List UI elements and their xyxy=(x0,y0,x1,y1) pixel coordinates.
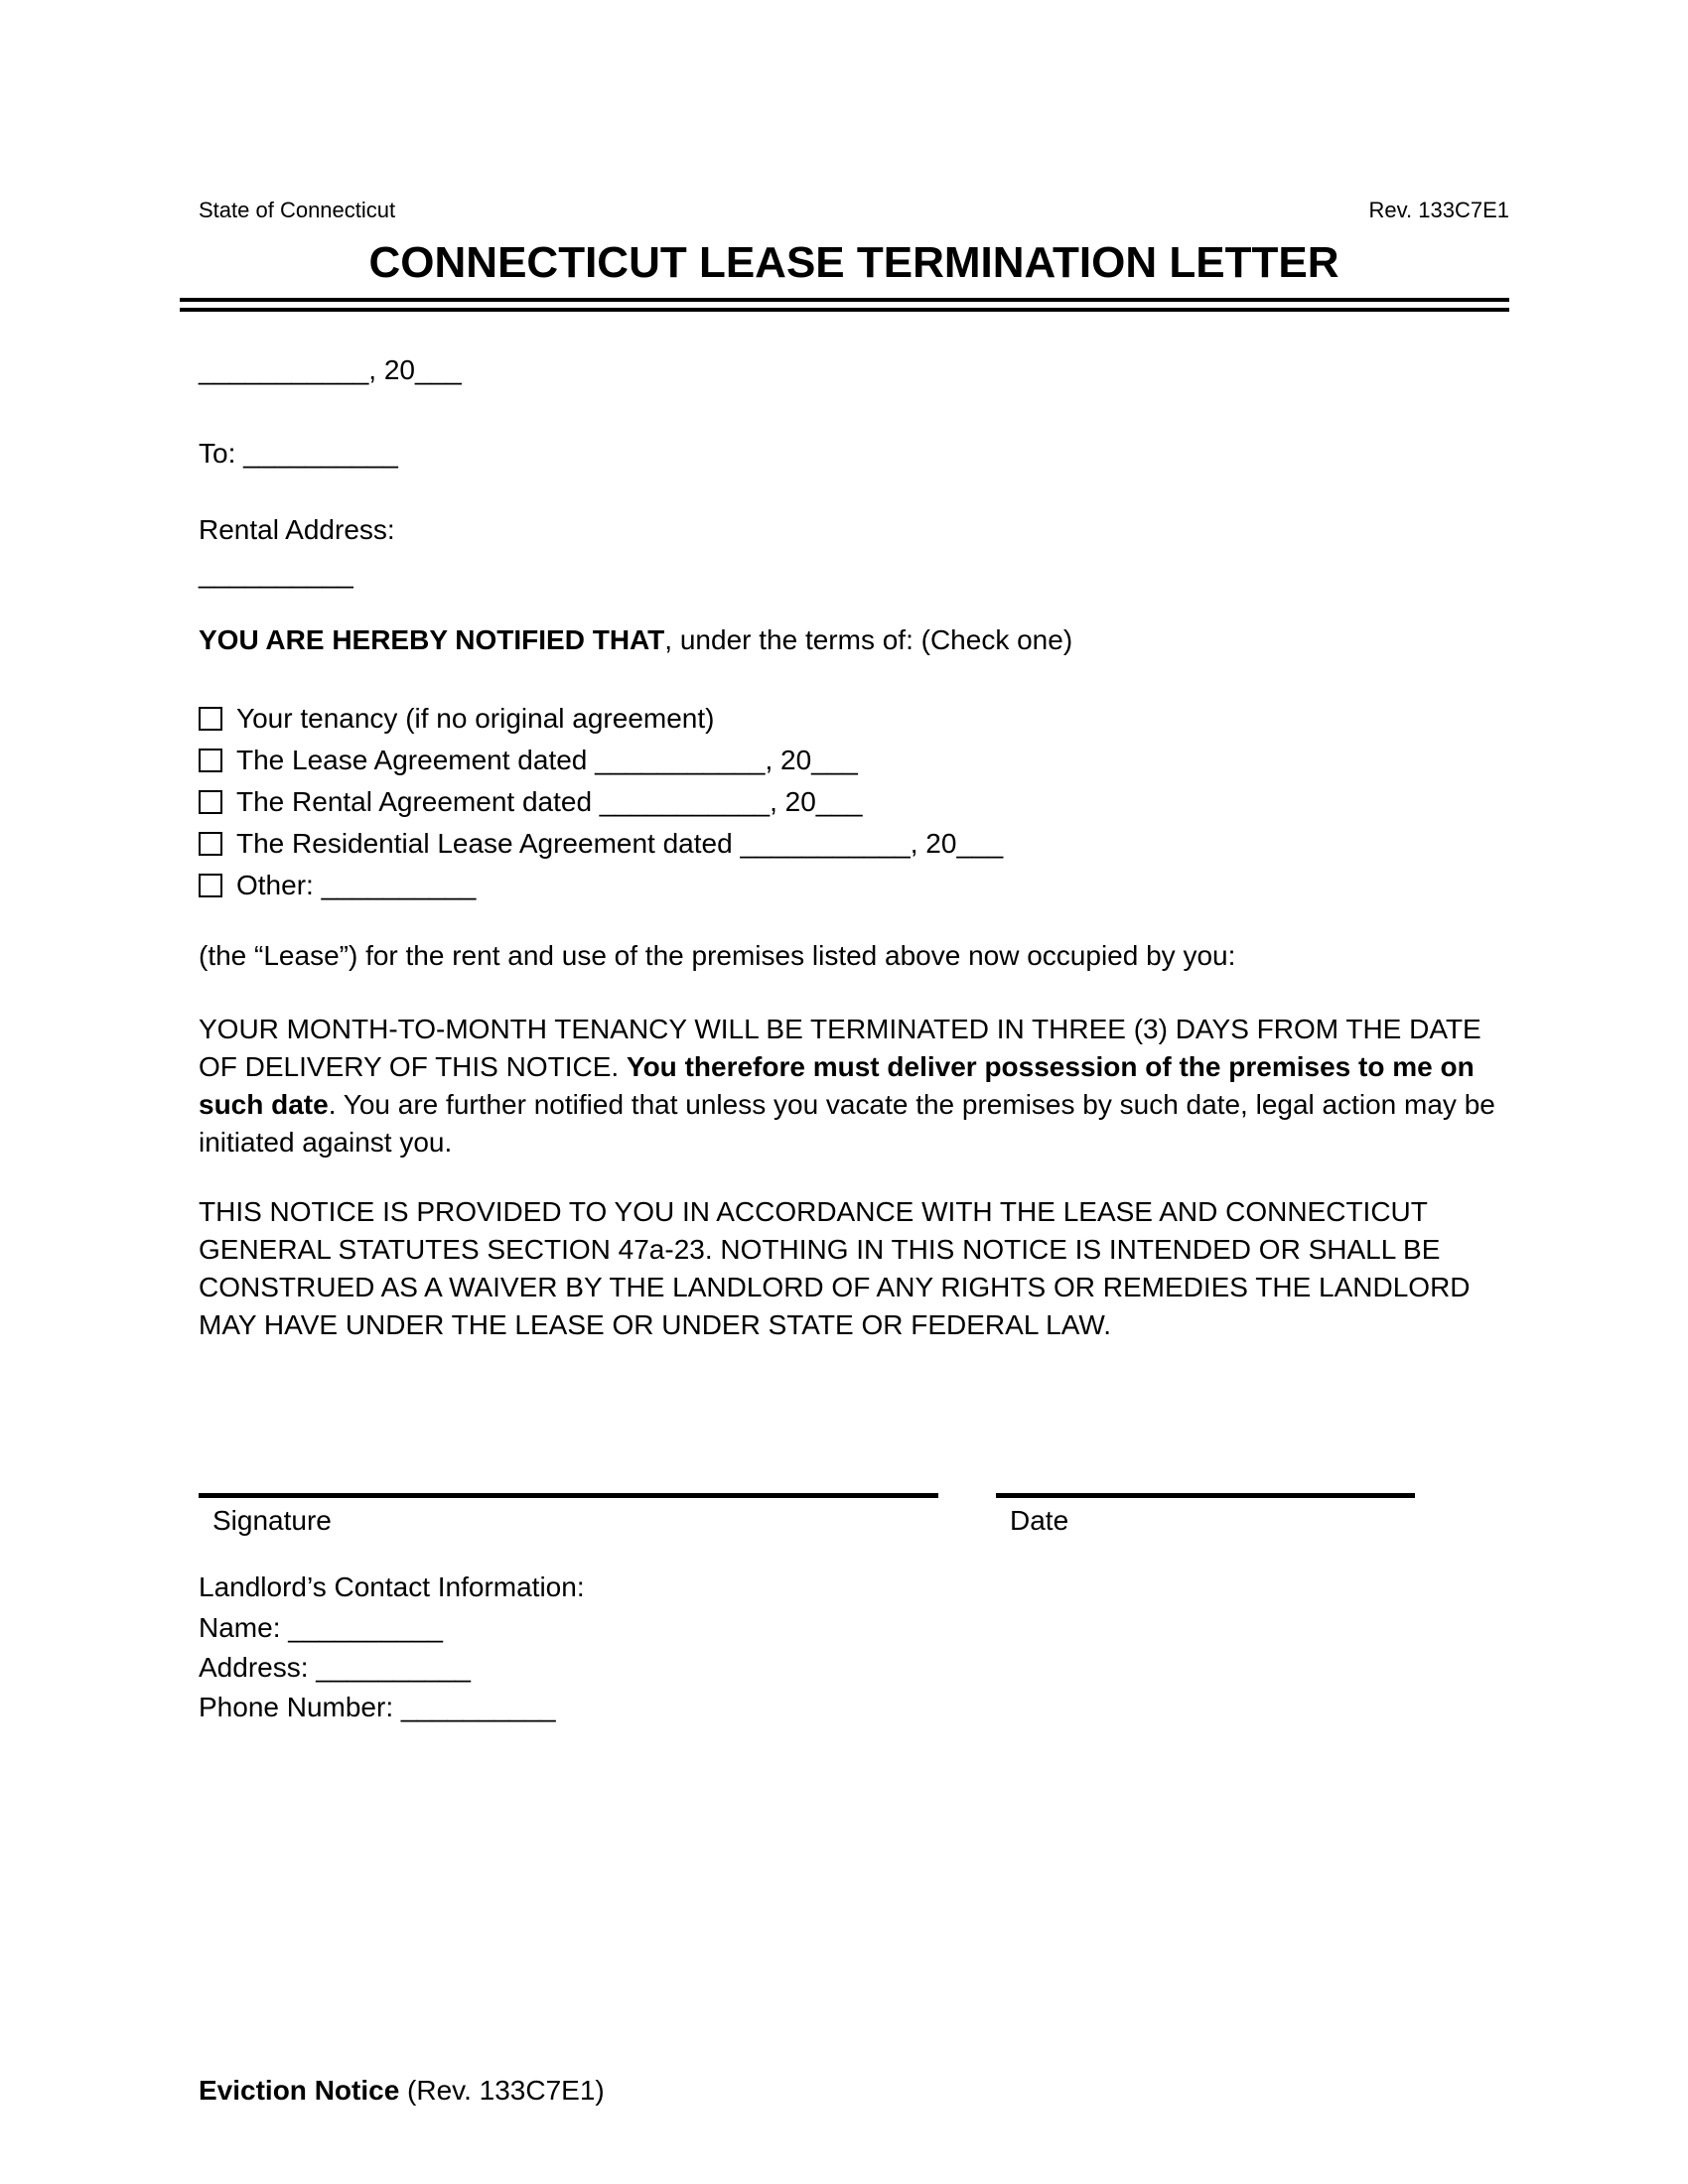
letter-date-field[interactable] xyxy=(199,351,1509,389)
phone-label: Phone Number: xyxy=(199,1692,401,1722)
rental-address-label: Rental Address: xyxy=(199,514,395,545)
landlord-name-field xyxy=(199,1608,1509,1648)
name-label: Name: xyxy=(199,1612,289,1643)
name-blank[interactable]: __________ xyxy=(288,1612,443,1643)
check-item-residential-lease xyxy=(199,823,1509,865)
date-label: Date xyxy=(1010,1505,1069,1536)
checkbox-icon[interactable] xyxy=(199,707,222,731)
termination-bold: You therefore must deliver possession of the premises to me on such date xyxy=(199,1051,1475,1120)
termination-paragraph xyxy=(199,1011,1504,1161)
checkbox-icon[interactable] xyxy=(199,790,222,814)
document-header xyxy=(199,197,1509,224)
check-item-other xyxy=(199,865,1509,906)
state-label: State of Connecticut xyxy=(199,198,396,222)
to-label: To: xyxy=(199,438,244,469)
signature-line[interactable] xyxy=(199,1493,938,1498)
signature-section xyxy=(199,1493,1509,1540)
notified-statement xyxy=(199,621,1509,659)
rental-address-blank[interactable]: __________ xyxy=(199,558,353,589)
checkbox-icon[interactable] xyxy=(199,749,222,772)
title-divider xyxy=(180,298,1509,312)
signature-column xyxy=(199,1493,938,1540)
statute-paragraph: THIS NOTICE IS PROVIDED TO YOU IN ACCORDANCE WITH THE LEASE AND CONNECTICUT GENERAL STATUTES SECTION 47a-23. NOTHING IN THIS NOTICE IS INTENDED OR SHALL BE CONSTRUED AS A WAIVER BY THE LANDLORD OF ANY RIGHTS OR REMEDIES THE LANDLORD MAY HAVE UNDER THE LEASE OR UNDER STATE OR FEDERAL LAW. xyxy=(199,1196,1471,1340)
phone-blank[interactable]: __________ xyxy=(400,1692,556,1722)
termination-part2: . You are further notified that unless you vacate the premises by such date, legal action may be initiated against you. xyxy=(199,1089,1495,1158)
to-blank[interactable]: __________ xyxy=(243,438,398,469)
lease-clause-text: (the “Lease”) for the rent and use of the premises listed above now occupied by you: xyxy=(199,940,1236,971)
footer-title: Eviction Notice xyxy=(199,2075,400,2106)
check-item-label: Other: __________ xyxy=(236,870,477,900)
check-item-label: The Rental Agreement dated ___________, 20___ xyxy=(236,786,863,817)
landlord-contact-block xyxy=(199,1608,1509,1727)
check-item-tenancy xyxy=(199,698,1509,740)
agreement-checklist xyxy=(199,698,1509,906)
landlord-phone-field xyxy=(199,1688,1509,1727)
check-item-label: The Lease Agreement dated ___________, 20___ xyxy=(236,745,858,775)
check-item-lease-agreement xyxy=(199,740,1509,781)
check-item-label: Your tenancy (if no original agreement) xyxy=(236,703,715,734)
check-item-rental-agreement xyxy=(199,781,1509,823)
letter-date-blank[interactable]: ___________, 20___ xyxy=(199,354,462,385)
address-blank[interactable]: __________ xyxy=(316,1652,472,1683)
notified-bold-text: YOU ARE HEREBY NOTIFIED THAT xyxy=(199,624,665,655)
notified-rest-text: , under the terms of: (Check one) xyxy=(664,624,1073,655)
address-label: Address: xyxy=(199,1652,317,1683)
signature-label: Signature xyxy=(212,1505,332,1536)
date-column xyxy=(996,1493,1415,1540)
document-footer xyxy=(199,2072,605,2110)
termination-part1: YOUR MONTH-TO-MONTH TENANCY WILL BE TERMINATED IN THREE (3) DAYS FROM THE DATE OF DELIVERY OF THIS NOTICE. xyxy=(199,1014,1481,1082)
date-line[interactable] xyxy=(996,1493,1415,1498)
to-field xyxy=(199,435,1509,473)
checkbox-icon[interactable] xyxy=(199,874,222,897)
page-title: CONNECTICUT LEASE TERMINATION LETTER xyxy=(368,238,1339,287)
landlord-address-field xyxy=(199,1648,1509,1688)
footer-revision: (Rev. 133C7E1) xyxy=(399,2075,605,2106)
checkbox-icon[interactable] xyxy=(199,832,222,856)
landlord-contact-heading: Landlord’s Contact Information: xyxy=(199,1571,585,1602)
revision-label: Rev. 133C7E1 xyxy=(1368,198,1509,222)
check-item-label: The Residential Lease Agreement dated ___________, 20___ xyxy=(236,828,1004,859)
